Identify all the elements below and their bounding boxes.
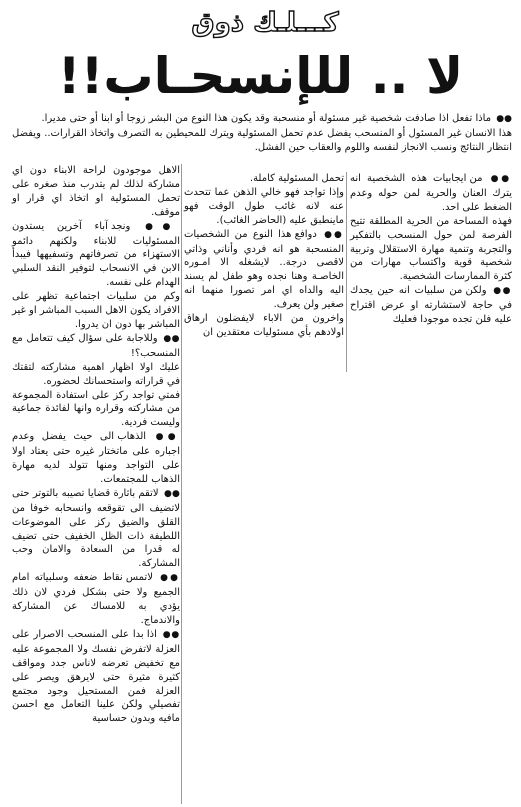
article-paragraph — [12, 389, 180, 431]
intro-paragraph — [12, 112, 512, 127]
bullet-marker: ●● — [324, 229, 344, 240]
article-paragraph — [12, 361, 180, 389]
paragraph-text: دوافع هذا النوع من الشخصيات المنسحبة هو انه فردي وأناني وذاتي لاقصى درجة.. لايشغله الا امـوره الخاصـة وهنا نجده وهو طفل لم يسند اليه والداه اي امر تصورا منهما انه صغير ولن يعرف. — [184, 228, 344, 311]
article-paragraph — [350, 215, 512, 285]
article-paragraph — [12, 220, 180, 291]
bullet-marker: ●● — [163, 333, 180, 344]
bullet-marker: ●● — [490, 174, 512, 184]
article-paragraph — [184, 186, 344, 228]
article-paragraph — [12, 430, 180, 487]
article-paragraph — [12, 628, 180, 726]
article-paragraph — [184, 312, 344, 340]
paragraph-text: الذهاب الى حيث يفضل وعدم اجباره على ماتختار غيره حتى يعتاد اولا على التواجد ومنها تتولد لديه مهارة الذهاب للمجتمعات. — [12, 431, 180, 485]
bullet-marker: ●● — [160, 573, 180, 584]
paragraph-text: فهذه المساحة من الحرية المطلقة تتيح الفرصة لمن حول المنسحب بالتفكير والتجربة وتنمية مهارة الاستقلال وتربية شخصية قوية واكتساب مهارات من كثرة الممارسات الشخصية. — [350, 215, 512, 283]
intro-text: ماذا تفعل اذا صادفت شخصية غير مسئولة أو منسحبة وقد يكون هذا النوع من البشر زوجا أو ابنا أو حتى مديرا. — [41, 113, 492, 124]
article-paragraph — [12, 487, 180, 571]
article-headline — [0, 42, 521, 110]
paragraph-text: واخرون من الاباء لايفضلون ارهاق اولادهم بأي مسئوليات معتقدين ان — [184, 313, 344, 338]
headline-text: لا .. للإنسحـاب!! — [57, 47, 464, 105]
paragraph-text: اذا بدا على المنسحب الاصرار على العزلة لاتفرض نفسك ولا المجموعة عليه مع تخفيض تعرضه لاناس جدد ومواقف كثيرة مثيرة حتى لايرهق ويصر على العزلة فمن المستحيل وجود مجتمع تفصيلي ولكن علينا التعامل مع احسن مافيه وبدون حساسية — [12, 628, 180, 725]
paragraph-text: الاهل موجودون لراحة الابناء دون اي مشاركة لذلك لم يتدرب منذ صغره على تحمل المسئولية او اتخاذ اي قرار او موقف. — [12, 165, 180, 218]
bullet-marker: ●● — [496, 114, 512, 124]
bullet-marker: ●● — [493, 286, 512, 297]
paragraph-text: ونجد آباء آخرين يستدون المسئوليات للابناء ولكنهم دائمو الاستهزاء من تصرفاتهم وتسفيهها فيبدأ الابن في الانسحاب لتوفير النقد السلبي الهدام على نفسه. — [12, 220, 180, 289]
paragraph-text: عليك اولا اظهار اهمية مشاركته لتقتك في قراراته واستحسانك لحضوره. — [12, 361, 180, 387]
article-paragraph — [12, 290, 180, 332]
article-paragraph — [184, 172, 344, 186]
article-paragraph — [184, 228, 344, 312]
column-kicker — [150, 6, 380, 40]
paragraph-text: فمتي تواجد ركز على استفادة المجموعة من مشاركته وقراره وانها لفائدة جماعية وليست فردية. — [12, 389, 180, 429]
intro-text: هذا الانسان غير المسئول أو المنسحب يفضل عدم تحمل المسئولية ويترك للمحيطين به التصرف واتخاذ القرارات.. ويفضل انتظار النتائج ونسب الانجاز لنفسه واللوم والعقاب حين الفشل. — [12, 127, 512, 153]
column-divider — [181, 164, 182, 804]
column-left — [12, 164, 180, 726]
paragraph-text: وكم من سلبيات اجتماعية تظهر على الافراد يكون الاهل السبب المباشر او غير المباشر بها دون ان يدروا. — [12, 291, 180, 330]
article-paragraph — [12, 332, 180, 361]
bullet-marker: ●● — [163, 488, 180, 499]
paragraph-text: تحمل المسئولية كاملة. — [249, 173, 344, 184]
article-paragraph — [350, 172, 512, 215]
article-paragraph — [12, 571, 180, 628]
bullet-marker: ●● — [145, 221, 180, 232]
column-middle — [184, 172, 344, 340]
intro-paragraph — [12, 127, 512, 155]
article-paragraph — [12, 164, 180, 220]
paragraph-text: من ايجابيات هذه الشخصية انه يترك العنان والحرية لمن حوله وعدم الضغط على احد. — [350, 173, 512, 213]
column-right — [350, 172, 512, 327]
kicker-text: كـــلـك ذوق — [191, 8, 339, 38]
paragraph-text: لاتمس نقاط ضعفه وسلبياته امام الجميع ولا حتى بشكل فردي لان ذلك يؤدي به للامساك عن المشاركة والاندماج. — [12, 572, 180, 626]
paragraph-text: وللاجابة على سؤال كيف تتعامل مع المنسحب؟! — [12, 332, 180, 359]
column-divider — [346, 172, 347, 372]
paragraph-text: لاتقم باثارة قضايا تصيبه بالتوتر حتى لاتضيف الى تقوقعه وانسحابه خوفا من القلق والضيق ركز على الموضوعات اللطيفة ذات الظل الخفيف حتى تضيف له قدرا من السعادة والامان وحب المشاركة. — [12, 487, 180, 570]
article-paragraph — [350, 284, 512, 327]
intro-block — [12, 112, 512, 155]
paragraph-text: ولكن من سلبيات انه حين يجدك في حاجة لاستشارته او عرض اقتراح عليه فلن تجده موجودا فعليك — [350, 285, 512, 326]
bullet-marker: ●● — [155, 432, 180, 443]
bullet-marker: ●● — [162, 629, 180, 640]
paragraph-text: وإذا تواجد فهو خالي الذهن عما تتحدث عنه لانه غائب طول الوقت فهو ماينطبق عليه (الحاضر الغائب). — [184, 186, 344, 226]
